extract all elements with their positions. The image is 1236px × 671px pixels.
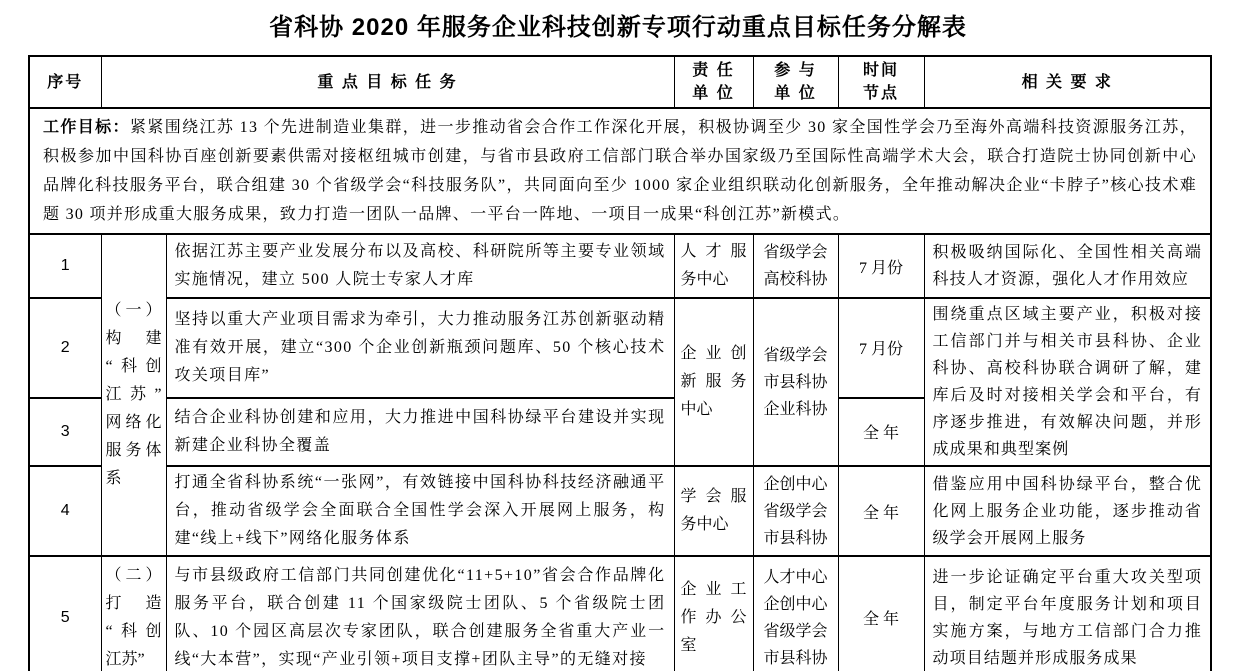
header-participant-line: 单 位 (774, 85, 817, 102)
requirement-cell: 积极吸纳国际化、全国性相关高端科技人才资源，强化人才作用效应 (924, 234, 1211, 298)
participant-line: 企创中心 (763, 475, 828, 493)
header-responsible (674, 56, 753, 108)
serial-cell: 2 (29, 298, 101, 398)
header-participant-line: 参 与 (774, 62, 817, 79)
responsible-line: 中心 (680, 401, 713, 418)
responsible-line: 作办公 (680, 608, 747, 626)
task-cell: 坚持以重大产业项目需求为牵引，大力推动服务江苏创新驱动精准有效开展，建立“300 个企业创新瓶颈问题库、50 个核心技术攻关项目库” (166, 298, 674, 398)
header-requirement: 相 关 要 求 (924, 56, 1211, 108)
header-row (29, 56, 1211, 108)
responsible-line: 新服务 (680, 373, 747, 390)
header-time-line: 时间 (863, 62, 900, 79)
responsible-line: 人才服 (680, 243, 747, 260)
participant-line: 人才中心 (763, 568, 828, 586)
category-line: 江苏” (105, 650, 145, 668)
serial-cell: 4 (29, 466, 101, 556)
time-cell: 7 月份 (838, 234, 924, 298)
table-row (29, 466, 1211, 556)
category-line: “科创 (105, 358, 162, 375)
participant-line: 省级学会 (763, 244, 828, 261)
participant-cell (753, 556, 838, 671)
table-row (29, 234, 1211, 298)
time-cell: 全 年 (838, 398, 924, 466)
requirement-cell: 进一步论证确定平台重大攻关型项目，制定平台年度服务计划和项目实施方案，与地方工信部门合力推动项目结题并形成服务成果 (924, 556, 1211, 671)
requirement-cell: 借鉴应用中国科协绿平台，整合优化网上服务企业功能，逐步推动省级学会开展网上服务 (924, 466, 1211, 556)
responsible-line: 企业工 (680, 580, 747, 598)
goal-label: 工作目标： (43, 119, 130, 136)
participant-line: 省级学会 (763, 502, 828, 520)
responsible-line: 务中心 (680, 271, 729, 288)
header-time-line: 节点 (863, 85, 900, 102)
responsible-cell (674, 466, 753, 556)
category-line: 系 (105, 470, 122, 487)
participant-line: 企创中心 (763, 595, 828, 613)
category-line: “科创 (105, 622, 162, 640)
participant-cell (753, 466, 838, 556)
category-line: 构建 (105, 330, 162, 347)
participant-line: 市县科协 (763, 373, 828, 391)
time-cell: 7 月份 (838, 298, 924, 398)
responsible-line: 务中心 (680, 516, 729, 533)
task-cell: 打通全省科协系统“一张网”，有效链接中国科协科技经济融通平台，推动省级学会全面联合全国性学会深入开展网上服务，构建“线上+线下”网络化服务体系 (166, 466, 674, 556)
goal-text: 紧紧围绕江苏 13 个先进制造业集群，进一步推动省会合作工作深化开展，积极协调至少 30 家全国性学会乃至海外高端科技资源服务江苏，积极参加中国科协百座创新要素供需对接枢纽城市创建，与省市县政府工信部门联合举办国家级乃至国际性高端学术大会，联合打造院士协同创新中心品牌化科技服务平台，联合组建 30 个省级学会“科技服务队”，共同面向至少 1000 家企业组织联动化创新服务，全年推动解决企业“卡脖子”核心技术难题 30 项并形成重大服务成果，致力打造一团队一品牌、一平台一阵地、一项目一成果“科创江苏”新模式。 (43, 119, 1198, 223)
category-line: （二） (105, 566, 162, 584)
task-cell: 结合企业科协创建和应用，大力推进中国科协绿平台建设并实现新建企业科协全覆盖 (166, 398, 674, 466)
header-time (838, 56, 924, 108)
goal-row (29, 108, 1211, 234)
serial-cell: 1 (29, 234, 101, 298)
category-line: 网络化 (105, 414, 162, 431)
serial-cell: 5 (29, 556, 101, 671)
participant-line: 高校科协 (763, 271, 828, 288)
responsible-cell (674, 556, 753, 671)
participant-line: 市县科协 (763, 649, 828, 667)
participant-line: 省级学会 (763, 346, 828, 364)
responsible-line: 企业创 (680, 345, 747, 362)
responsible-line: 学会服 (680, 488, 747, 505)
participant-cell (753, 234, 838, 298)
task-cell: 依据江苏主要产业发展分布以及高校、科研院所等主要专业领域实施情况，建立 500 人院士专家人才库 (166, 234, 674, 298)
goal-cell (29, 108, 1211, 234)
responsible-cell (674, 298, 753, 466)
category-line: 服务体 (105, 442, 162, 459)
task-table (28, 55, 1212, 671)
table-row (29, 298, 1211, 398)
header-responsible-line: 单 位 (692, 85, 735, 102)
header-participant (753, 56, 838, 108)
header-responsible-line: 责 任 (692, 62, 735, 79)
responsible-line: 室 (680, 636, 697, 654)
category-line: 江苏” (105, 386, 162, 403)
task-cell: 与市县级政府工信部门共同创建优化“11+5+10”省会合作品牌化服务平台，联合创建 11 个国家级院士团队、5 个省级院士团队、10 个园区高层次专家团队，联合创建服务全省重大产业一线“大本营”，实现“产业引领+项目支撑+团队主导”的无缝对接 (166, 556, 674, 671)
time-cell: 全 年 (838, 466, 924, 556)
time-cell: 全 年 (838, 556, 924, 671)
category-cell (101, 556, 166, 671)
requirement-cell: 围绕重点区域主要产业，积极对接工信部门并与相关市县科协、企业科协、高校科协联合调研了解，建库后及时对接相关学会和平台，有序逐步推进，有效解决问题，并形成成果和典型案例 (924, 298, 1211, 466)
page-title: 省科协 2020 年服务企业科技创新专项行动重点目标任务分解表 (269, 14, 967, 41)
participant-line: 市县科协 (763, 529, 828, 547)
category-cell (101, 234, 166, 556)
category-line: 打造 (105, 594, 162, 612)
responsible-cell (674, 234, 753, 298)
category-line: （一） (105, 302, 162, 319)
header-serial: 序号 (29, 56, 101, 108)
participant-line: 省级学会 (763, 622, 828, 640)
participant-line: 企业科协 (763, 400, 828, 418)
table-row (29, 556, 1211, 671)
participant-cell (753, 298, 838, 466)
header-task: 重 点 目 标 任 务 (101, 56, 674, 108)
serial-cell: 3 (29, 398, 101, 466)
